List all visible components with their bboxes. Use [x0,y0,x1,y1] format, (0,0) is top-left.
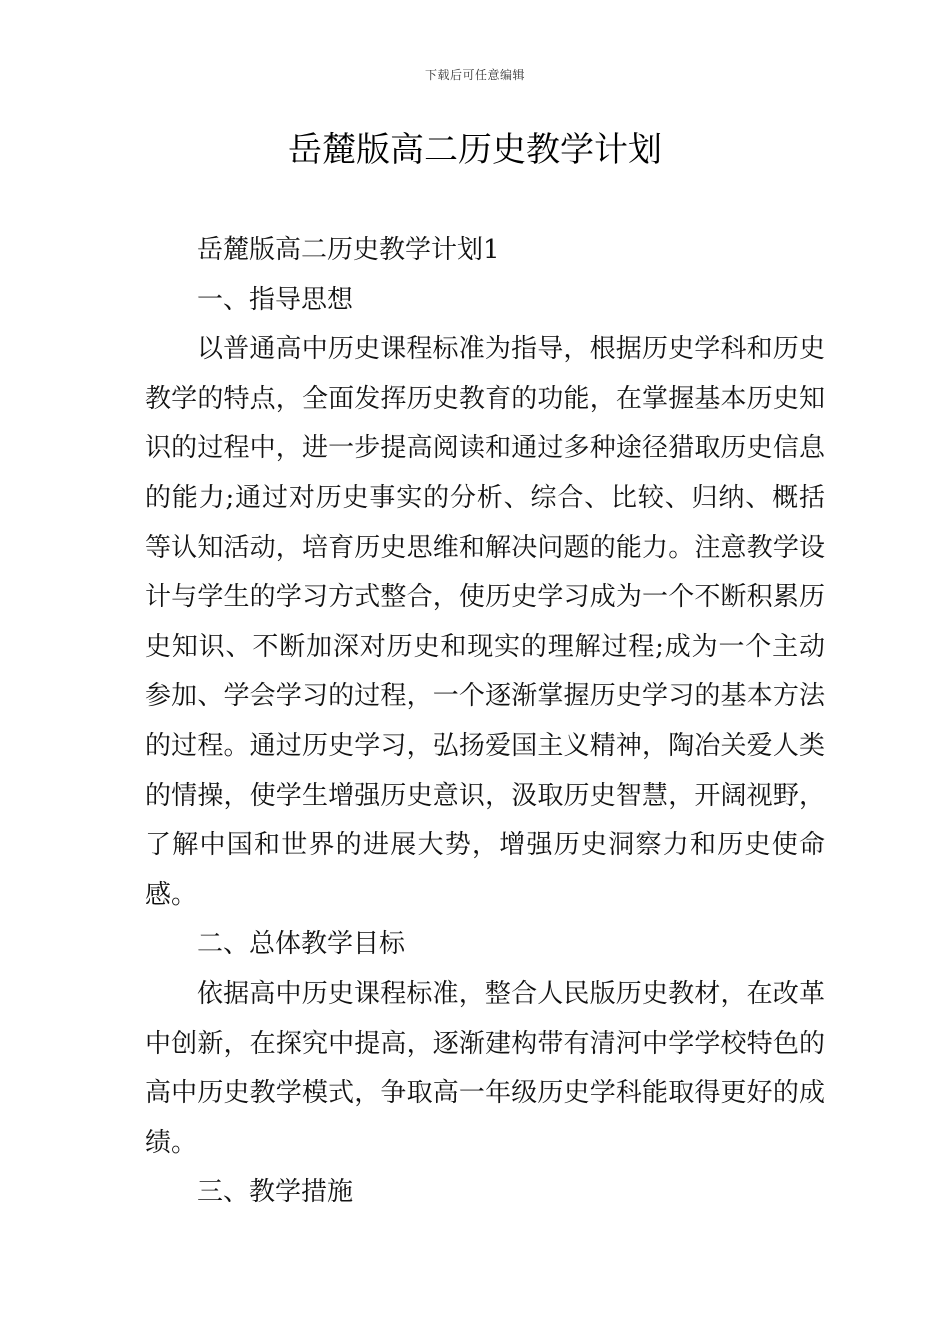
paragraph-guiding-ideology: 以普通高中历史课程标准为指导，根据历史学科和历史教学的特点，全面发挥历史教育的功能，在掌握基本历史知识的过程中，进一步提高阅读和通过多种途径猎取历史信息的能力;通过对历史事实的分析、综合、比较、归纳、概括等认知活动，培育历史思维和解决问题的能力。注意教学设计与学生的学习方式整合，使历史学习成为一个不断积累历史知识、不断加深对历史和现实的理解过程;成为一个主动参加、学会学习的过程，一个逐渐掌握历史学习的基本方法的过程。通过历史学习，弘扬爱国主义精神，陶冶关爱人类的情操，使学生增强历史意识，汲取历史智慧，开阔视野，了解中国和世界的进展大势，增强历史洞察力和历史使命感。 [145,334,825,910]
paragraph-overall-goals: 依据高中历史课程标准，整合人民版历史教材，在改革中创新，在探究中提高，逐渐建构带有清河中学学校特色的高中历史教学模式，争取高一年级历史学科能取得更好的成绩。 [145,978,825,1158]
document-subtitle: 岳麓版高二历史教学计划1 [197,235,500,265]
document-body [145,226,825,1218]
section-heading-guiding-ideology: 一、指导思想 [197,284,354,315]
section-heading-teaching-measures: 三、教学措施 [197,1177,354,1208]
section-heading-overall-goals: 二、总体教学目标 [197,929,406,960]
document-title: 岳麓版高二历史教学计划 [288,130,662,170]
header-note: 下载后可任意编辑 [424,68,525,82]
